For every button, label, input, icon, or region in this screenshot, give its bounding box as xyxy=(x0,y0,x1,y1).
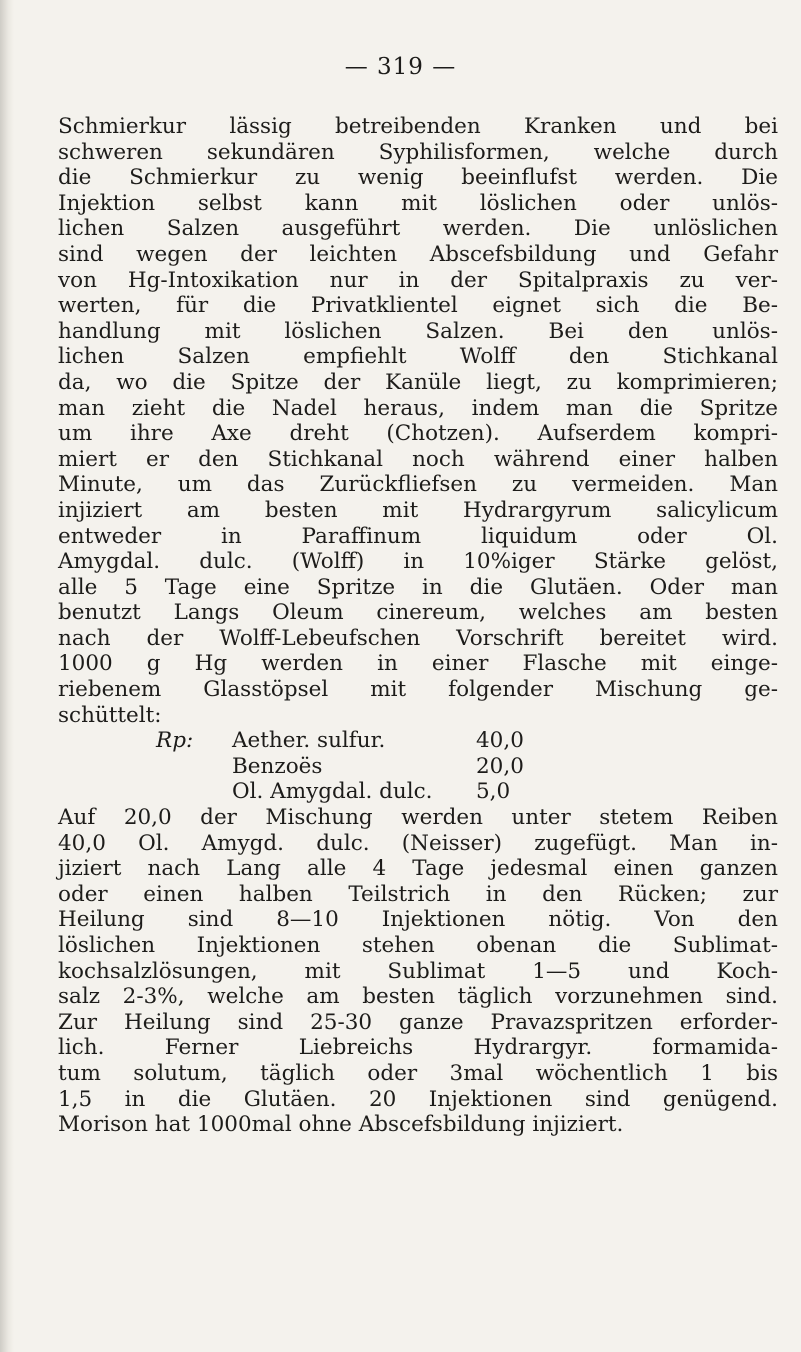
text-line: 1,5 in die Glutäen. 20 Injektionen sind genügend. xyxy=(58,1086,778,1112)
text-line: riebenem Glasstöpsel mit folgender Mischung ge- xyxy=(58,677,778,703)
recipe-ingredient: Aether. sulfur. xyxy=(232,728,386,754)
text-line: lich. Ferner Liebreichs Hydrargyr. formamida- xyxy=(58,1035,778,1061)
recipe-row xyxy=(58,728,778,754)
page-binding-shadow xyxy=(0,0,14,1352)
recipe-ingredient: Ol. Amygdal. dulc. xyxy=(232,779,433,805)
text-line: die Schmierkur zu wenig beeinflufst werden. Die xyxy=(58,165,778,191)
recipe-amount: 5,0 xyxy=(476,779,511,805)
text-line: Minute, um das Zurückfliefsen zu vermeiden. Man xyxy=(58,472,778,498)
text-line: Morison hat 1000mal ohne Abscefsbildung injiziert. xyxy=(58,1112,624,1138)
text-line: salz 2-3%, welche am besten täglich vorzunehmen sind. xyxy=(58,984,778,1010)
text-line: sind wegen der leichten Abscefsbildung und Gefahr xyxy=(58,241,778,267)
text-line: benutzt Langs Oleum cinereum, welches am besten xyxy=(58,600,778,626)
text-line: lichen Salzen ausgeführt werden. Die unlöslichen xyxy=(58,216,778,242)
text-line: miert er den Stichkanal noch während einer halben xyxy=(58,446,778,472)
text-line: alle 5 Tage eine Spritze in die Glutäen. Oder man xyxy=(58,574,778,600)
text-line: handlung mit löslichen Salzen. Bei den unlös- xyxy=(58,318,778,344)
text-line: man zieht die Nadel heraus, indem man die Spritze xyxy=(58,395,778,421)
text-line: von Hg-Intoxikation nur in der Spitalpraxis zu ver- xyxy=(58,267,778,293)
text-line: oder einen halben Teilstrich in den Rücken; zur xyxy=(58,881,778,907)
text-line: 1000 g Hg werden in einer Flasche mit einge- xyxy=(58,651,778,677)
text-line: Schmierkur lässig betreibenden Kranken und bei xyxy=(58,114,778,139)
recipe-row xyxy=(58,754,778,780)
text-line: injiziert am besten mit Hydrargyrum salicylicum xyxy=(58,497,778,523)
text-line: schüttelt: xyxy=(58,702,162,728)
text-line: 40,0 Ol. Amygd. dulc. (Neisser) zugefügt. Man in- xyxy=(58,830,778,856)
recipe-ingredient: Benzoës xyxy=(232,753,323,779)
text-line: nach der Wolff-Lebeufschen Vorschrift bereitet wird. xyxy=(58,625,778,651)
text-line: Zur Heilung sind 25-30 ganze Pravazspritzen erforder- xyxy=(58,1009,778,1035)
text-line: tum solutum, täglich oder 3mal wöchentlich 1 bis xyxy=(58,1060,778,1086)
text-line: entweder in Paraffinum liquidum oder Ol. xyxy=(58,523,778,549)
text-line: werten, für die Privatklientel eignet sich die Be- xyxy=(58,293,778,319)
recipe-amount: 40,0 xyxy=(476,728,524,754)
main-text xyxy=(58,114,778,1138)
text-line: lichen Salzen empfiehlt Wolff den Stichkanal xyxy=(58,344,778,370)
recipe-amount: 20,0 xyxy=(476,753,524,779)
text-line: Heilung sind 8—10 Injektionen nötig. Von den xyxy=(58,907,778,933)
text-line: um ihre Axe dreht (Chotzen). Aufserdem kompri- xyxy=(58,421,778,447)
text-line: jiziert nach Lang alle 4 Tage jedesmal einen ganzen xyxy=(58,856,778,882)
recipe-row xyxy=(58,779,778,805)
recipe-label: Rp: xyxy=(156,728,194,754)
text-line: Auf 20,0 der Mischung werden unter stetem Reiben xyxy=(58,805,778,831)
text-line: Injektion selbst kann mit löslichen oder unlös- xyxy=(58,190,778,216)
text-line: da, wo die Spitze der Kanüle liegt, zu komprimieren; xyxy=(58,369,778,395)
text-line: kochsalzlösungen, mit Sublimat 1—5 und Koch- xyxy=(58,958,778,984)
page-number: — 319 — xyxy=(344,54,457,80)
text-line: Amygdal. dulc. (Wolff) in 10%iger Stärke gelöst, xyxy=(58,549,778,575)
text-line: löslichen Injektionen stehen obenan die Sublimat- xyxy=(58,933,778,958)
text-line: schweren sekundären Syphilisformen, welche durch xyxy=(58,139,778,165)
